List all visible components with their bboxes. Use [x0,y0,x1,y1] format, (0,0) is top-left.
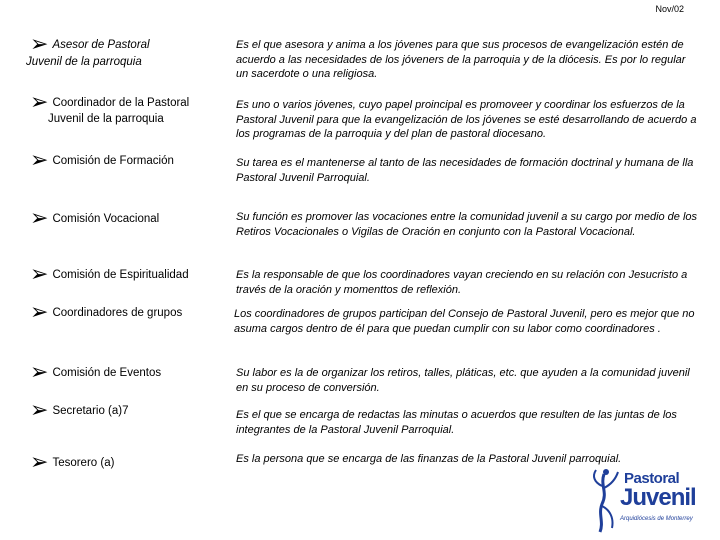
role-title: Tesorero (a) [52,456,115,469]
role-description: Los coordinadores de grupos participan del Consejo de Pastoral Juvenil, pero es mejor que no asuma cargos dentro de él para que puedan cumplir con su labor como coordinadores . [234,308,695,335]
arrow-bullet-icon: ➢ [30,90,49,115]
role-description: Su tarea es el mantenerse al tanto de las necesidades de formación doctrinal y humana de lla Pastoral Juvenil Parroquial. [236,157,694,184]
role-description: Es la responsable de que los coordinadores vayan creciendo en su relación con Jesucristo a través de la oración y momenttos de reflexión. [236,269,688,296]
role-title: Comisión de Eventos [52,366,162,379]
role-subtitle: Juvenil de la parroquia [48,113,164,125]
role-title: Comisión Vocacional [52,212,160,225]
logo-title-line2: Juvenil [620,484,696,511]
arrow-bullet-icon: ➢ [30,398,49,423]
role-title: Asesor de Pastoral [52,38,150,51]
role-coordinadores-grupos [30,302,262,324]
slide-date: Nov/02 [655,4,684,14]
role-description: Su labor es la de organizar los retiros, talles, pláticas, etc. que ayuden a la comunidad juvenil en su proceso de conversión. [236,367,690,394]
role-asesor [30,34,262,56]
role-subtitle: Juvenil de la parroquia [26,56,142,68]
arrow-bullet-icon: ➢ [30,360,49,385]
arrow-bullet-icon: ➢ [30,262,49,287]
role-title: Secretario (a)7 [52,404,129,417]
role-secretario [30,400,262,422]
role-eventos [30,362,262,384]
arrow-bullet-icon: ➢ [30,148,49,173]
role-formacion [30,150,262,172]
arrow-bullet-icon: ➢ [30,450,49,475]
role-description: Su función es promover las vocaciones entre la comunidad juvenil a su cargo por medio de los Retiros Vocacionales o Vigilas de Oración en conjunto con la Pastoral Vocacional. [236,211,698,238]
role-title: Coordinadores de grupos [52,306,183,319]
role-description: Es el que se encarga de redactas las minutas o acuerdos que resulten de las juntas de los integrantes de la Pastoral Juvenil Parroquial. [236,409,677,436]
role-description: Es el que asesora y anima a los jóvenes para que sus procesos de evangelización estén de acuerdo a las necesidades de los jóveners de la parroquia y de la diócesis. Es por lo regular un sacerdote o una religiosa. [236,39,686,80]
arrow-bullet-icon: ➢ [30,32,49,57]
role-title: Comisión de Espiritualidad [52,268,189,281]
role-vocacional [30,208,262,230]
logo-subtitle: Arquidiócesis de Monterrey [620,516,693,522]
dancer-figure-icon [590,466,624,536]
role-description: Es la persona que se encarga de las finanzas de la Pastoral Juvenil parroquial. [236,453,622,465]
role-title: Comisión de Formación [52,154,174,167]
role-title: Coordinador de la Pastoral [52,96,190,109]
role-coordinador [30,92,262,114]
arrow-bullet-icon: ➢ [30,300,49,325]
arrow-bullet-icon: ➢ [30,206,49,231]
role-description: Es uno o varios jóvenes, cuyo papel proincipal es promoveer y coordinar los esfuerzos de la Pastoral Juvenil para que la evangelización de los jóvenes se esté desarrollando de acuerdo a los programas de la parroquia y del plan de pastoral diocesano. [236,99,697,140]
role-espiritualidad [30,264,262,286]
role-tesorero [30,452,262,474]
logo-title-line1: Pastoral [624,470,680,487]
pastoral-juvenil-logo [590,466,710,536]
